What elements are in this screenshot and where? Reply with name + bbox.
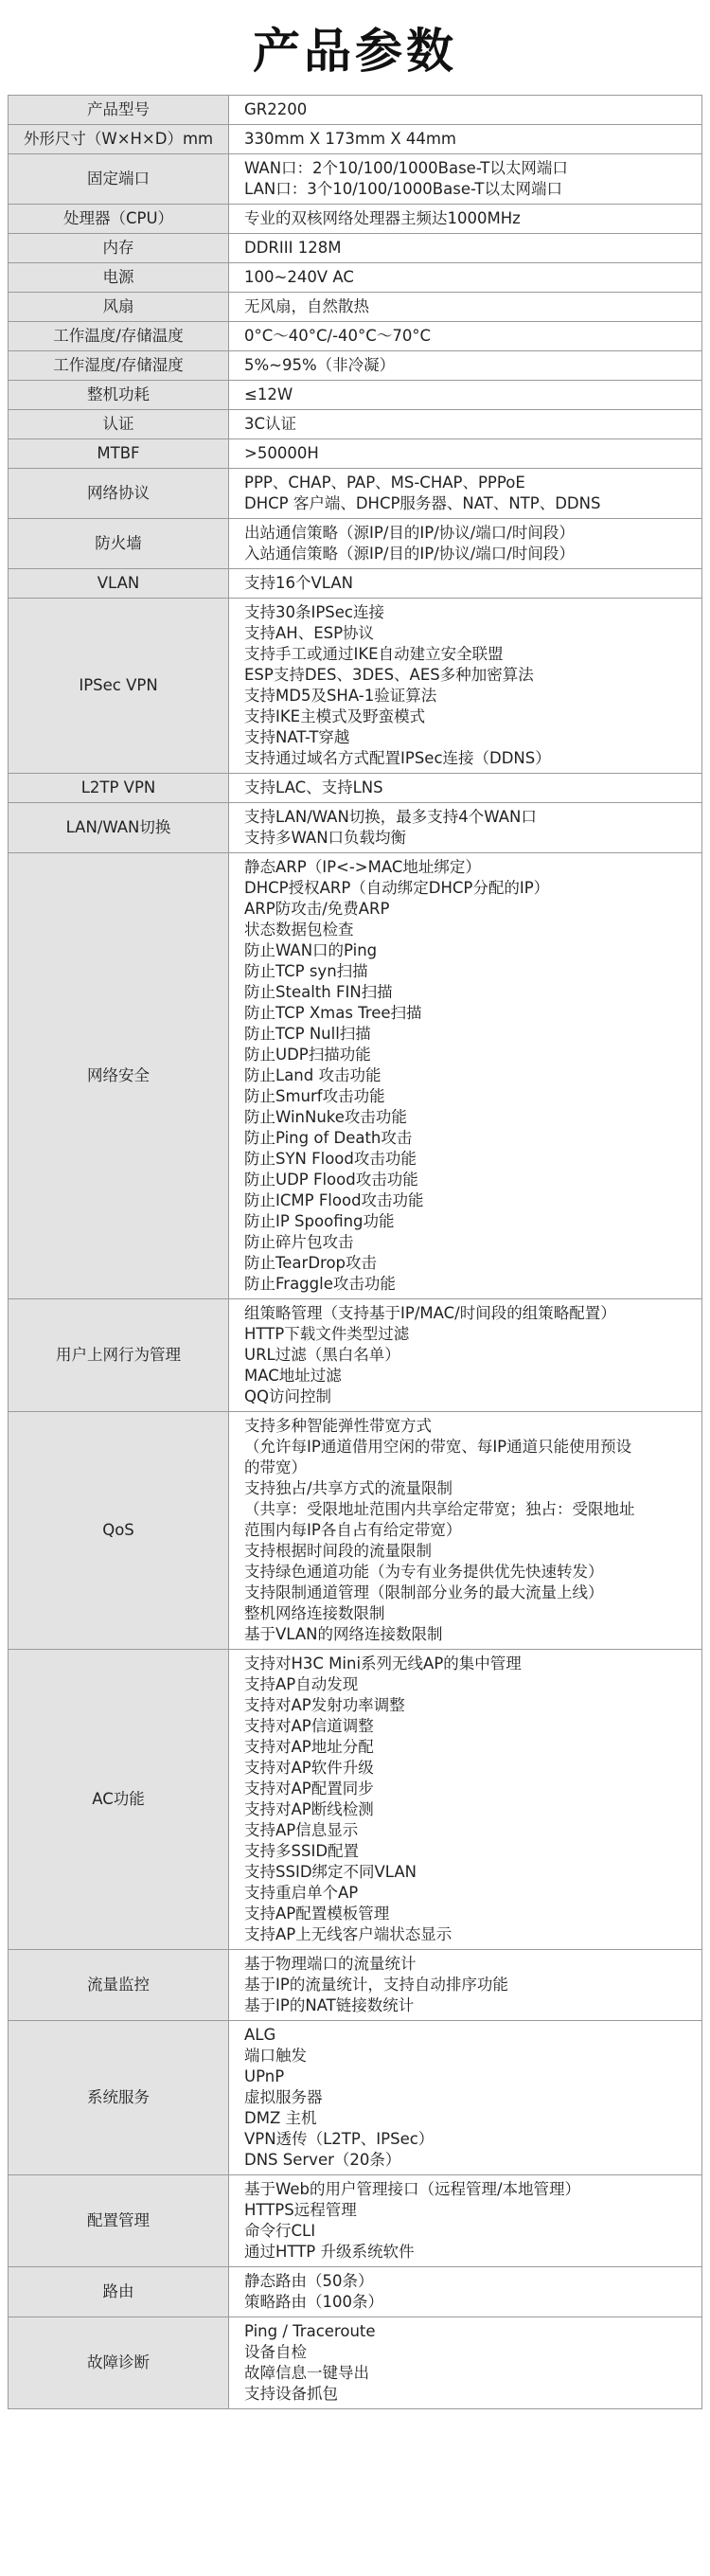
spec-value-line: 故障信息一键导出: [244, 2364, 369, 2382]
spec-value-line: 5%~95%（非冷凝）: [244, 356, 396, 374]
spec-value: [229, 439, 702, 469]
spec-value-line: QQ访问控制: [244, 1387, 331, 1405]
spec-value: [229, 205, 702, 234]
spec-value-line: 支持独占/共享方式的流量限制: [244, 1479, 453, 1497]
spec-value-line: 设备自检: [244, 2343, 307, 2361]
spec-row: [9, 351, 702, 381]
spec-value: [229, 263, 702, 293]
spec-value-line: 防止WinNuke攻击功能: [244, 1108, 407, 1126]
spec-label: 整机功耗: [9, 381, 229, 410]
spec-value-line: 防止TCP Null扫描: [244, 1025, 371, 1043]
spec-label: 用户上网行为管理: [9, 1299, 229, 1412]
spec-value: [229, 1412, 702, 1650]
spec-row: [9, 1412, 702, 1650]
spec-label: AC功能: [9, 1650, 229, 1950]
spec-value-line: DMZ 主机: [244, 2109, 317, 2127]
spec-value-line: 支持AP信息显示: [244, 1821, 359, 1839]
spec-value-line: 支持AP上无线客户端状态显示: [244, 1925, 453, 1943]
spec-value: [229, 234, 702, 263]
spec-value-line: UPnP: [244, 2067, 285, 2085]
spec-value-line: 防止TCP Xmas Tree扫描: [244, 1004, 422, 1022]
spec-row: [9, 2175, 702, 2267]
spec-value: [229, 351, 702, 381]
spec-value: [229, 125, 702, 154]
spec-value-line: 防止碎片包攻击: [244, 1233, 354, 1251]
spec-row: [9, 599, 702, 774]
spec-value: [229, 410, 702, 439]
spec-value: [229, 469, 702, 519]
spec-value-line: 支持NAT-T穿越: [244, 728, 350, 746]
spec-value-line: 入站通信策略（源IP/目的IP/协议/端口/时间段）: [244, 545, 575, 563]
spec-row: [9, 1299, 702, 1412]
spec-label: 外形尺寸（W×H×D）mm: [9, 125, 229, 154]
spec-value-line: 出站通信策略（源IP/目的IP/协议/端口/时间段）: [244, 524, 575, 542]
spec-label: 路由: [9, 2267, 229, 2317]
spec-value: [229, 322, 702, 351]
spec-label: 网络协议: [9, 469, 229, 519]
spec-label: 风扇: [9, 293, 229, 322]
spec-value-line: ESP支持DES、3DES、AES多种加密算法: [244, 666, 534, 684]
spec-row: [9, 96, 702, 125]
spec-row: [9, 803, 702, 853]
spec-value-line: 支持对AP信道调整: [244, 1717, 374, 1735]
spec-value-line: 静态路由（50条）: [244, 2272, 374, 2290]
spec-value-line: 100~240V AC: [244, 268, 354, 286]
spec-row: [9, 519, 702, 569]
spec-row: [9, 439, 702, 469]
spec-value-line: 基于Web的用户管理接口（远程管理/本地管理）: [244, 2180, 581, 2198]
spec-label: 工作湿度/存储湿度: [9, 351, 229, 381]
spec-value-line: 支持多种智能弹性带宽方式: [244, 1417, 432, 1435]
spec-value-line: 策略路由（100条）: [244, 2293, 383, 2311]
spec-value-line: 支持多SSID配置: [244, 1842, 360, 1860]
spec-label: QoS: [9, 1412, 229, 1650]
spec-label: 认证: [9, 410, 229, 439]
spec-value: [229, 96, 702, 125]
spec-value-line: 防止WAN口的Ping: [244, 941, 378, 959]
spec-row: [9, 154, 702, 205]
spec-table: [8, 95, 702, 2409]
spec-label: VLAN: [9, 569, 229, 599]
spec-value-line: 支持AH、ESP协议: [244, 624, 375, 642]
spec-value-line: 支持对AP断线检测: [244, 1800, 374, 1818]
spec-value-line: 支持LAN/WAN切换，最多支持4个WAN口: [244, 808, 537, 826]
spec-value-line: 330mm X 173mm X 44mm: [244, 130, 457, 148]
spec-value-line: GR2200: [244, 100, 308, 118]
spec-value-line: 防止Land 攻击功能: [244, 1066, 382, 1084]
spec-row: [9, 469, 702, 519]
spec-value: [229, 2317, 702, 2409]
spec-label: 产品型号: [9, 96, 229, 125]
spec-value-line: 防止Ping of Death攻击: [244, 1129, 413, 1147]
spec-value-line: MAC地址过滤: [244, 1367, 342, 1385]
spec-value-line: ≤12W: [244, 385, 293, 403]
spec-value-line: 支持16个VLAN: [244, 574, 353, 592]
spec-value-line: ARP防攻击/免费ARP: [244, 900, 390, 918]
spec-value: [229, 2267, 702, 2317]
spec-row: [9, 125, 702, 154]
spec-value-line: 整机网络连接数限制: [244, 1604, 385, 1622]
spec-label: MTBF: [9, 439, 229, 469]
spec-value-line: ALG: [244, 2026, 276, 2044]
spec-value-line: DNS Server（20条）: [244, 2151, 401, 2169]
spec-row: [9, 2021, 702, 2175]
spec-label: 配置管理: [9, 2175, 229, 2267]
spec-value: [229, 1299, 702, 1412]
spec-value-line: URL过滤（黑白名单）: [244, 1346, 400, 1364]
spec-value: [229, 774, 702, 803]
spec-label: LAN/WAN切换: [9, 803, 229, 853]
spec-row: [9, 263, 702, 293]
spec-value-line: 支持AP配置模板管理: [244, 1905, 390, 1923]
spec-value-line: 支持多WAN口负载均衡: [244, 829, 407, 847]
spec-value-line: 支持对AP配置同步: [244, 1780, 374, 1798]
spec-label: 电源: [9, 263, 229, 293]
spec-value-line: VPN透传（L2TP、IPSec）: [244, 2130, 435, 2148]
spec-value-line: （允许每IP通道借用空闲的带宽、每IP通道只能使用预设: [244, 1438, 632, 1456]
spec-value-line: 防止SYN Flood攻击功能: [244, 1150, 417, 1168]
page-title: 产品参数: [253, 24, 457, 79]
spec-row: [9, 293, 702, 322]
spec-value-line: 防止Fraggle攻击功能: [244, 1275, 396, 1293]
spec-value-line: DHCP 客户端、DHCP服务器、NAT、NTP、DDNS: [244, 494, 601, 512]
spec-value: [229, 519, 702, 569]
spec-label: IPSec VPN: [9, 599, 229, 774]
spec-value-line: 基于IP的流量统计，支持自动排序功能: [244, 1976, 508, 1994]
spec-label: 系统服务: [9, 2021, 229, 2175]
spec-value-line: 支持SSID绑定不同VLAN: [244, 1863, 417, 1881]
spec-value-line: 专业的双核网络处理器主频达1000MHz: [244, 209, 521, 227]
spec-value-line: WAN口：2个10/100/1000Base-T以太网端口: [244, 159, 568, 177]
spec-value: [229, 2175, 702, 2267]
spec-value-line: 基于物理端口的流量统计: [244, 1955, 417, 1973]
spec-row: [9, 205, 702, 234]
spec-value-line: 支持限制通道管理（限制部分业务的最大流量上线）: [244, 1583, 604, 1601]
spec-value-line: 状态数据包检查: [244, 921, 354, 939]
spec-value-line: 支持对AP地址分配: [244, 1738, 374, 1756]
spec-value: [229, 1950, 702, 2021]
spec-value-line: 静态ARP（IP<->MAC地址绑定）: [244, 858, 481, 876]
spec-value-line: 支持重启单个AP: [244, 1884, 359, 1902]
spec-value-line: >50000H: [244, 444, 319, 462]
spec-value-line: （共享：受限地址范围内共享给定带宽；独占：受限地址: [244, 1500, 635, 1518]
spec-value-line: 支持根据时间段的流量限制: [244, 1542, 432, 1560]
spec-value-line: 支持通过域名方式配置IPSec连接（DDNS）: [244, 749, 551, 767]
spec-row: [9, 2267, 702, 2317]
spec-value-line: HTTP下载文件类型过滤: [244, 1325, 410, 1343]
spec-table-body: [9, 96, 702, 2409]
spec-label: 内存: [9, 234, 229, 263]
spec-value-line: HTTPS远程管理: [244, 2201, 357, 2219]
spec-row: [9, 774, 702, 803]
spec-row: [9, 853, 702, 1299]
spec-value-line: 支持LAC、支持LNS: [244, 778, 383, 796]
spec-value-line: 无风扇，自然散热: [244, 297, 369, 315]
spec-value-line: 命令行CLI: [244, 2222, 316, 2240]
spec-value-line: 防止Smurf攻击功能: [244, 1087, 385, 1105]
spec-value-line: 的带宽）: [244, 1458, 307, 1476]
spec-row: [9, 410, 702, 439]
spec-value-line: 范围内每IP各自占有给定带宽）: [244, 1521, 462, 1539]
spec-value-line: 虚拟服务器: [244, 2088, 323, 2106]
spec-value: [229, 1650, 702, 1950]
spec-row: [9, 322, 702, 351]
spec-value: [229, 599, 702, 774]
spec-value-line: 基于IP的NAT链接数统计: [244, 1996, 415, 2014]
spec-value-line: 防止UDP扫描功能: [244, 1046, 371, 1064]
spec-value-line: 防止IP Spoofing功能: [244, 1212, 395, 1230]
spec-row: [9, 1650, 702, 1950]
spec-value-line: 支持设备抓包: [244, 2385, 338, 2403]
spec-label: 处理器（CPU）: [9, 205, 229, 234]
spec-label: 流量监控: [9, 1950, 229, 2021]
spec-value-line: 防止TCP syn扫描: [244, 962, 368, 980]
spec-row: [9, 569, 702, 599]
spec-value: [229, 381, 702, 410]
spec-value: [229, 2021, 702, 2175]
spec-label: 网络安全: [9, 853, 229, 1299]
spec-value: [229, 154, 702, 205]
spec-value-line: DDRIII 128M: [244, 239, 342, 257]
spec-value-line: 端口触发: [244, 2047, 307, 2065]
spec-value-line: 3C认证: [244, 415, 297, 433]
spec-value-line: 支持AP自动发现: [244, 1675, 359, 1693]
spec-value: [229, 803, 702, 853]
spec-value-line: 支持手工或通过IKE自动建立安全联盟: [244, 645, 504, 663]
spec-value-line: 防止Stealth FIN扫描: [244, 983, 393, 1001]
spec-value-line: 防止UDP Flood攻击功能: [244, 1171, 418, 1189]
spec-value-line: DHCP授权ARP（自动绑定DHCP分配的IP）: [244, 879, 550, 897]
spec-value-line: 支持对AP软件升级: [244, 1759, 374, 1777]
spec-row: [9, 2317, 702, 2409]
spec-value-line: LAN口：3个10/100/1000Base-T以太网端口: [244, 180, 562, 198]
spec-value: [229, 569, 702, 599]
spec-row: [9, 1950, 702, 2021]
spec-value-line: 支持对H3C Mini系列无线AP的集中管理: [244, 1655, 522, 1673]
spec-value-line: 支持对AP发射功率调整: [244, 1696, 405, 1714]
spec-value-line: Ping / Traceroute: [244, 2322, 376, 2340]
spec-label: 防火墙: [9, 519, 229, 569]
spec-row: [9, 381, 702, 410]
spec-value-line: PPP、CHAP、PAP、MS-CHAP、PPPoE: [244, 474, 525, 492]
spec-value-line: 防止TearDrop攻击: [244, 1254, 378, 1272]
spec-value: [229, 853, 702, 1299]
spec-value-line: 组策略管理（支持基于IP/MAC/时间段的组策略配置）: [244, 1304, 616, 1322]
spec-value: [229, 293, 702, 322]
spec-row: [9, 234, 702, 263]
spec-value-line: 通过HTTP 升级系统软件: [244, 2243, 415, 2261]
spec-value-line: 0°C～40°C/-40°C～70°C: [244, 327, 432, 345]
spec-value-line: 支持MD5及SHA-1验证算法: [244, 687, 437, 705]
spec-value-line: 支持30条IPSec连接: [244, 603, 385, 621]
spec-label: L2TP VPN: [9, 774, 229, 803]
spec-label: 工作温度/存储温度: [9, 322, 229, 351]
spec-value-line: 基于VLAN的网络连接数限制: [244, 1625, 443, 1643]
spec-label: 故障诊断: [9, 2317, 229, 2409]
spec-value-line: 支持IKE主模式及野蛮模式: [244, 707, 426, 725]
spec-label: 固定端口: [9, 154, 229, 205]
spec-value-line: 支持绿色通道功能（为专有业务提供优先快速转发）: [244, 1563, 604, 1581]
spec-value-line: 防止ICMP Flood攻击功能: [244, 1191, 424, 1209]
